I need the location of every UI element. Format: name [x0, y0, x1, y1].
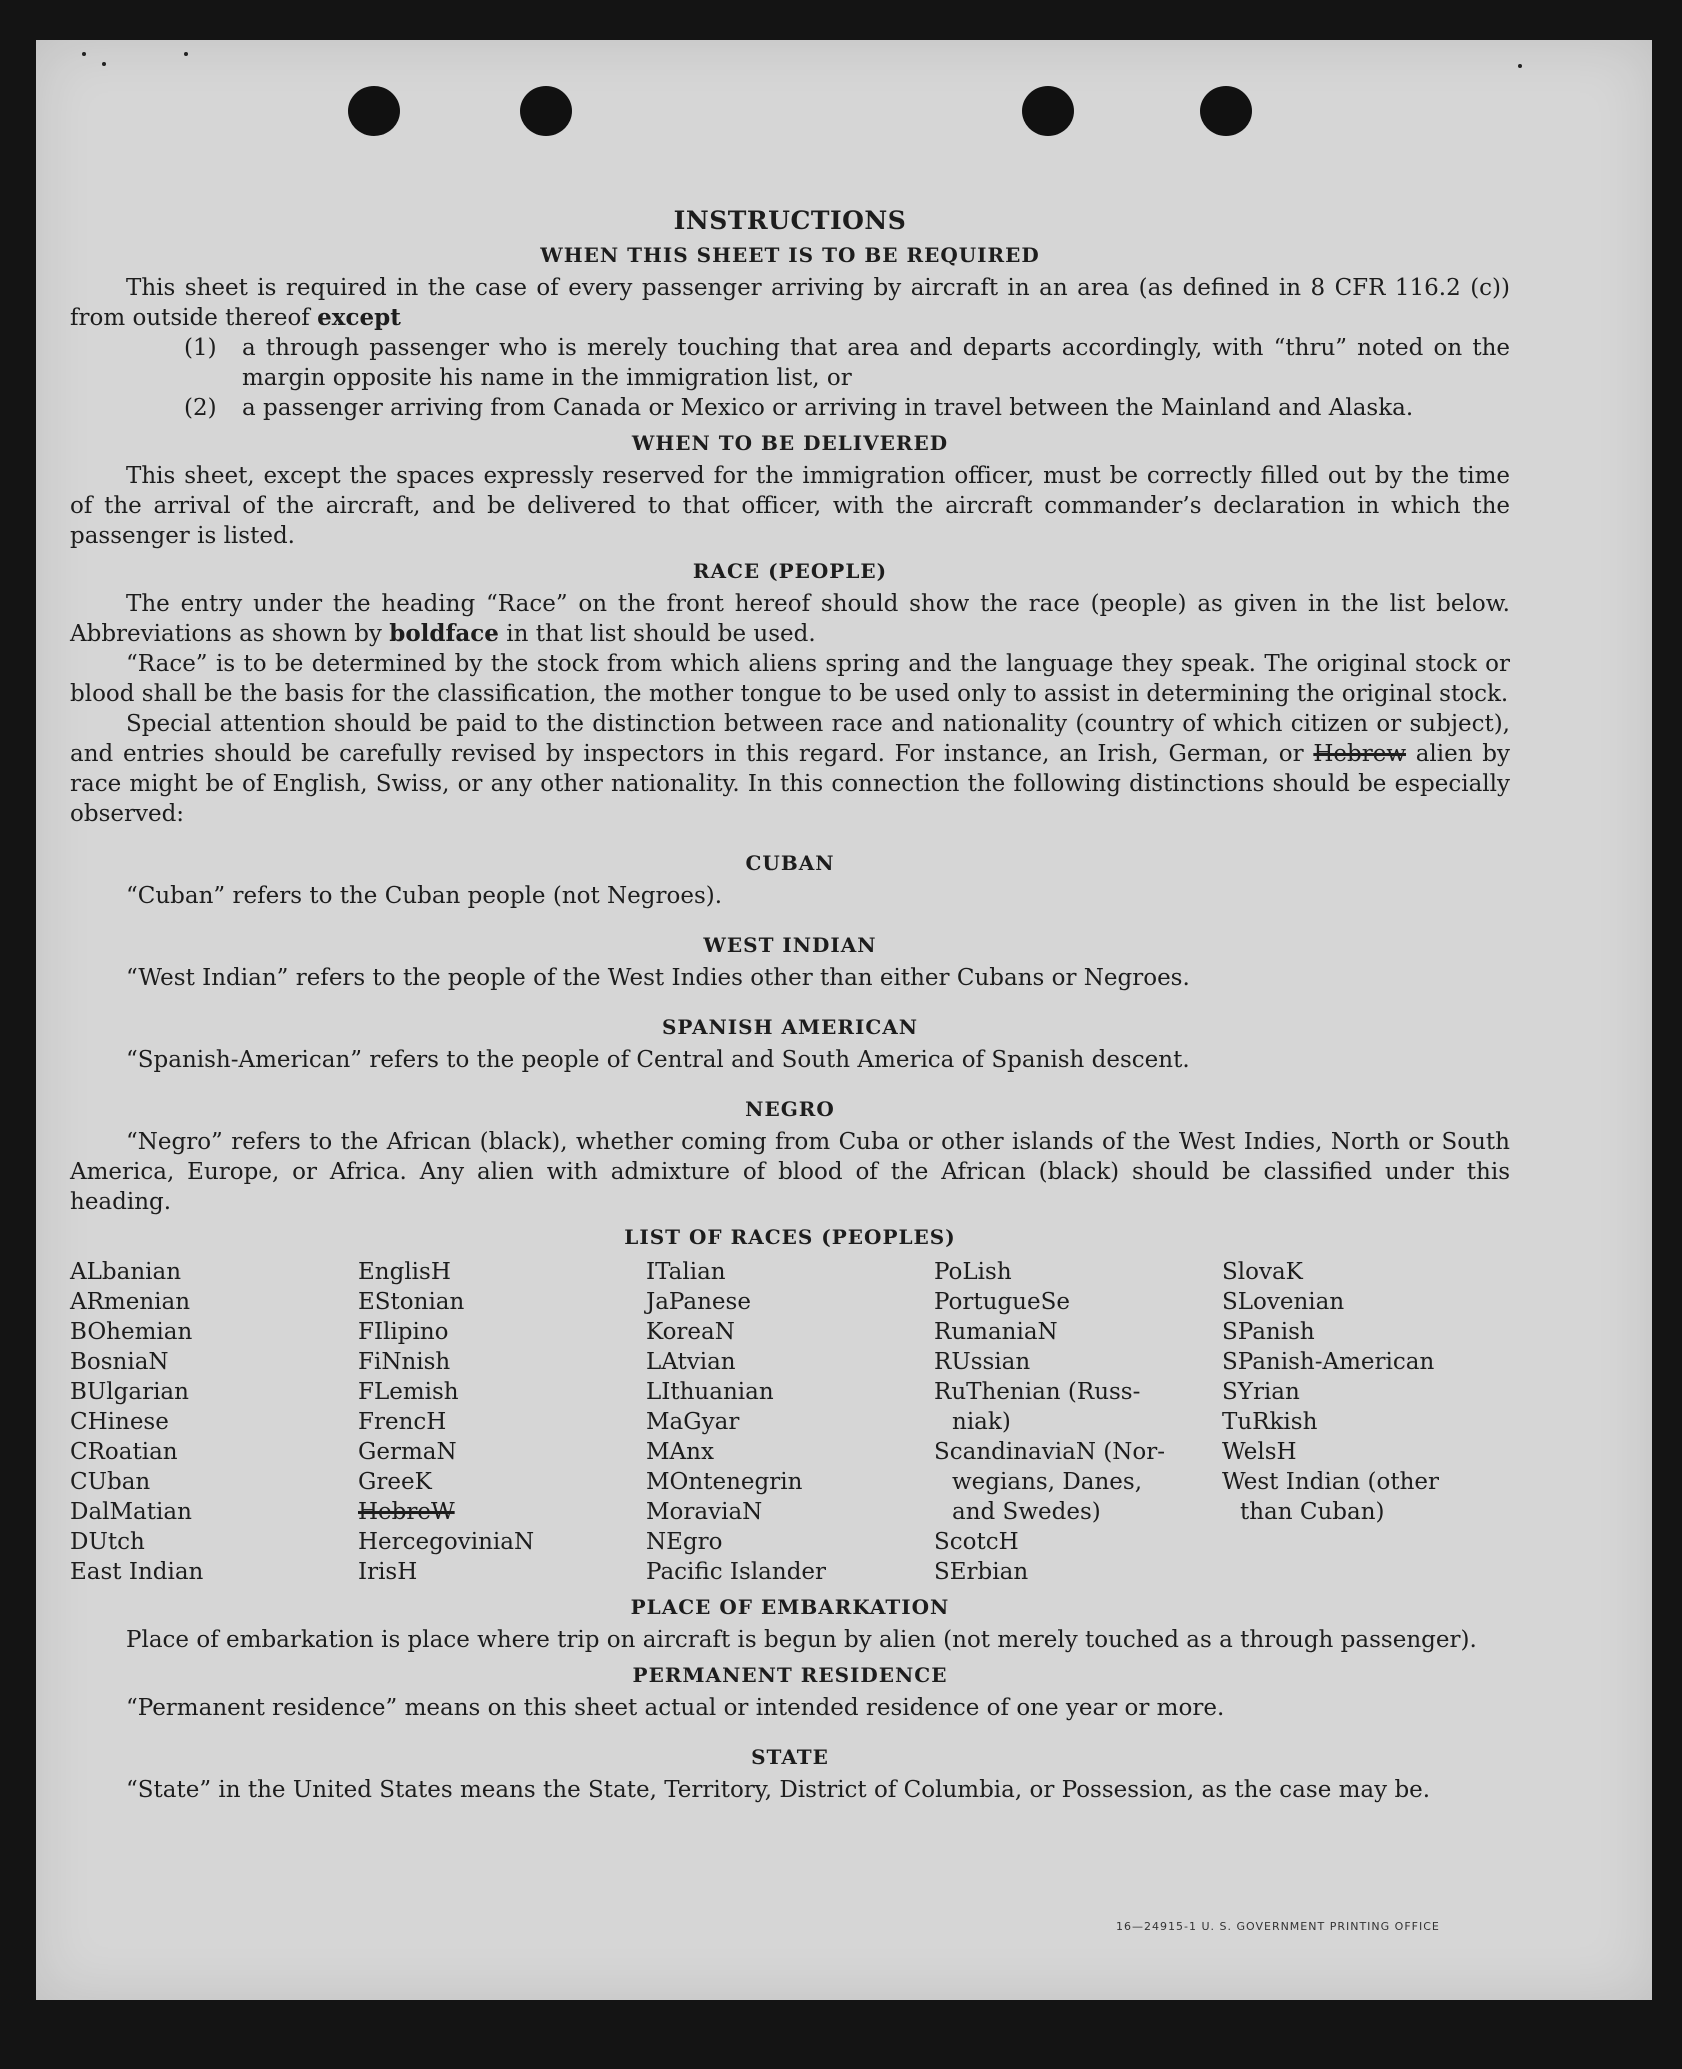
punch-hole-icon — [1022, 86, 1074, 136]
punch-hole-icon — [348, 86, 400, 136]
list-item: LIthuanian — [646, 1379, 774, 1405]
list-item: MoraviaN — [646, 1499, 763, 1525]
list-item: HercegoviniaN — [358, 1529, 535, 1555]
list-item: JaPanese — [646, 1289, 751, 1315]
list-item: West Indian (other — [1222, 1469, 1440, 1495]
list-item: BOhemian — [70, 1319, 193, 1345]
struck-word: Hebrew — [1313, 741, 1407, 767]
race-paragraph-2: “Race” is to be determined by the stock from which aliens spring and the language they speak. The original stock or blood shall be the basis for the classification, the mother tongue to be used only to assist in determining the original stock. — [70, 651, 1510, 707]
cuban-heading: CUBAN — [745, 851, 835, 875]
list-item: ScotcH — [934, 1529, 1019, 1555]
list-item: CHinese — [70, 1409, 169, 1435]
list-item: Pacific Islander — [646, 1559, 827, 1585]
list-item: RumaniaN — [934, 1319, 1058, 1345]
negro-text: “Negro” refers to the African (black), whether coming from Cuba or other islands of the West Indies, North or South America, Europe, or Africa. Any alien with admixture of blood of the African (black) should be classified under this heading. — [70, 1129, 1510, 1215]
race-heading: RACE (PEOPLE) — [692, 559, 888, 583]
races-column-3 — [646, 1257, 934, 1587]
print-code: 16—24915-1 U. S. GOVERNMENT PRINTING OFFICE — [1116, 1920, 1440, 1933]
list-item: WelsH — [1222, 1439, 1297, 1465]
cuban-text: “Cuban” refers to the Cuban people (not Negroes). — [126, 883, 723, 909]
list-item: IrisH — [358, 1559, 418, 1585]
speck-icon — [1518, 64, 1522, 68]
list-item: RUssian — [934, 1349, 1031, 1375]
races-column-4 — [934, 1257, 1222, 1587]
page-title: INSTRUCTIONS — [673, 206, 907, 235]
list-item: CUban — [70, 1469, 151, 1495]
races-list-heading: LIST OF RACES (PEOPLES) — [624, 1225, 956, 1249]
required-heading: WHEN THIS SHEET IS TO BE REQUIRED — [540, 243, 1040, 267]
list-item: East Indian — [70, 1559, 204, 1585]
list-item: EnglisH — [358, 1259, 451, 1285]
punch-hole-icon — [1200, 86, 1252, 136]
speck-icon — [82, 52, 86, 56]
delivered-text: This sheet, except the spaces expressly reserved for the immigration officer, must be correctly filled out by the time of the arrival of the aircraft, and be delivered to that officer, with the aircraft commander’s declaration in which the passenger is listed. — [70, 463, 1510, 549]
list-item: MaGyar — [646, 1409, 740, 1435]
list-item: SlovaK — [1222, 1259, 1303, 1285]
punch-hole-icon — [520, 86, 572, 136]
residence-heading: PERMANENT RESIDENCE — [632, 1663, 948, 1687]
list-item: SPanish-American — [1222, 1349, 1435, 1375]
race-paragraph-3: Special attention should be paid to the distinction between race and nationality (country of which citizen or subject), and entries should be carefully revised by inspectors in this regard. For instance, an Irish, German, or Hebrew alien by race might be of English, Swiss, or any other nationality. In this connection the following distinctions should be especially observed: — [70, 711, 1510, 827]
exception-item: (2) a passenger arriving from Canada or Mexico or arriving in travel between the Mainland and Alaska. — [184, 395, 1414, 421]
residence-text: “Permanent residence” means on this sheet actual or intended residence of one year or more. — [126, 1695, 1225, 1721]
spanish-american-heading: SPANISH AMERICAN — [661, 1015, 919, 1039]
list-item: GermaN — [358, 1439, 457, 1465]
list-item: CRoatian — [70, 1439, 178, 1465]
embarkation-text: Place of embarkation is place where trip on aircraft is begun by alien (not merely touched as a through passenger). — [126, 1627, 1477, 1653]
list-item: BosniaN — [70, 1349, 169, 1375]
list-item: FiNnish — [358, 1349, 451, 1375]
delivered-heading: WHEN TO BE DELIVERED — [631, 431, 949, 455]
list-item: FIlipino — [358, 1319, 449, 1345]
list-item: ITalian — [646, 1259, 726, 1285]
list-item: FLemish — [358, 1379, 459, 1405]
speck-icon — [102, 62, 106, 66]
instructions-body — [70, 164, 1510, 1805]
list-item: EStonian — [358, 1289, 465, 1315]
embarkation-heading: PLACE OF EMBARKATION — [630, 1595, 950, 1619]
west-indian-text: “West Indian” refers to the people of the West Indies other than either Cubans or Negroes. — [126, 965, 1190, 991]
state-text: “State” in the United States means the State, Territory, District of Columbia, or Possession, as the case may be. — [126, 1777, 1431, 1803]
list-item: GreeK — [358, 1469, 432, 1495]
list-item: ARmenian — [70, 1289, 191, 1315]
race-paragraph-1: The entry under the heading “Race” on the front hereof should show the race (people) as given in the list below. Abbreviations as shown by boldface in that list should be used. — [70, 591, 1510, 647]
list-item: NEgro — [646, 1529, 723, 1555]
spanish-american-text: “Spanish-American” refers to the people of Central and South America of Spanish descent. — [126, 1047, 1190, 1073]
races-list — [70, 1257, 1510, 1587]
list-item: ALbanian — [70, 1259, 182, 1285]
list-item: MOntenegrin — [646, 1469, 803, 1495]
list-item: RuThenian (Russ- — [934, 1379, 1141, 1405]
list-item: PortugueSe — [934, 1289, 1070, 1315]
list-item: than Cuban) — [1240, 1499, 1385, 1525]
required-intro: This sheet is required in the case of every passenger arriving by aircraft in an area (as defined in 8 CFR 116.2 (c)) from outside thereof except — [70, 275, 1510, 331]
list-item: KoreaN — [646, 1319, 735, 1345]
list-item: LAtvian — [646, 1349, 736, 1375]
exception-item: (1) a through passenger who is merely touching that area and departs accordingly, with “thru” noted on the margin opposite his name in the immigration list, or — [184, 335, 1510, 391]
list-item: FrencH — [358, 1409, 447, 1435]
list-item: and Swedes) — [952, 1499, 1101, 1525]
list-item: SYrian — [1222, 1379, 1300, 1405]
races-column-5 — [1222, 1257, 1510, 1587]
negro-heading: NEGRO — [745, 1097, 835, 1121]
list-item: niak) — [952, 1409, 1011, 1435]
list-item: HebreW — [358, 1499, 455, 1525]
list-item: MAnx — [646, 1439, 714, 1465]
list-item: TuRkish — [1222, 1409, 1318, 1435]
list-item: SErbian — [934, 1559, 1029, 1585]
races-column-2 — [358, 1257, 646, 1587]
list-item: DUtch — [70, 1529, 145, 1555]
list-item: BUlgarian — [70, 1379, 189, 1405]
west-indian-heading: WEST INDIAN — [703, 933, 877, 957]
speck-icon — [184, 52, 188, 56]
list-item: SLovenian — [1222, 1289, 1345, 1315]
list-item: wegians, Danes, — [952, 1469, 1143, 1495]
document-page — [36, 40, 1652, 2000]
list-item: SPanish — [1222, 1319, 1315, 1345]
list-item: ScandinaviaN (Nor- — [934, 1439, 1165, 1465]
list-item: PoLish — [934, 1259, 1012, 1285]
state-heading: STATE — [751, 1745, 829, 1769]
list-item: DalMatian — [70, 1499, 192, 1525]
races-column-1 — [70, 1257, 358, 1587]
